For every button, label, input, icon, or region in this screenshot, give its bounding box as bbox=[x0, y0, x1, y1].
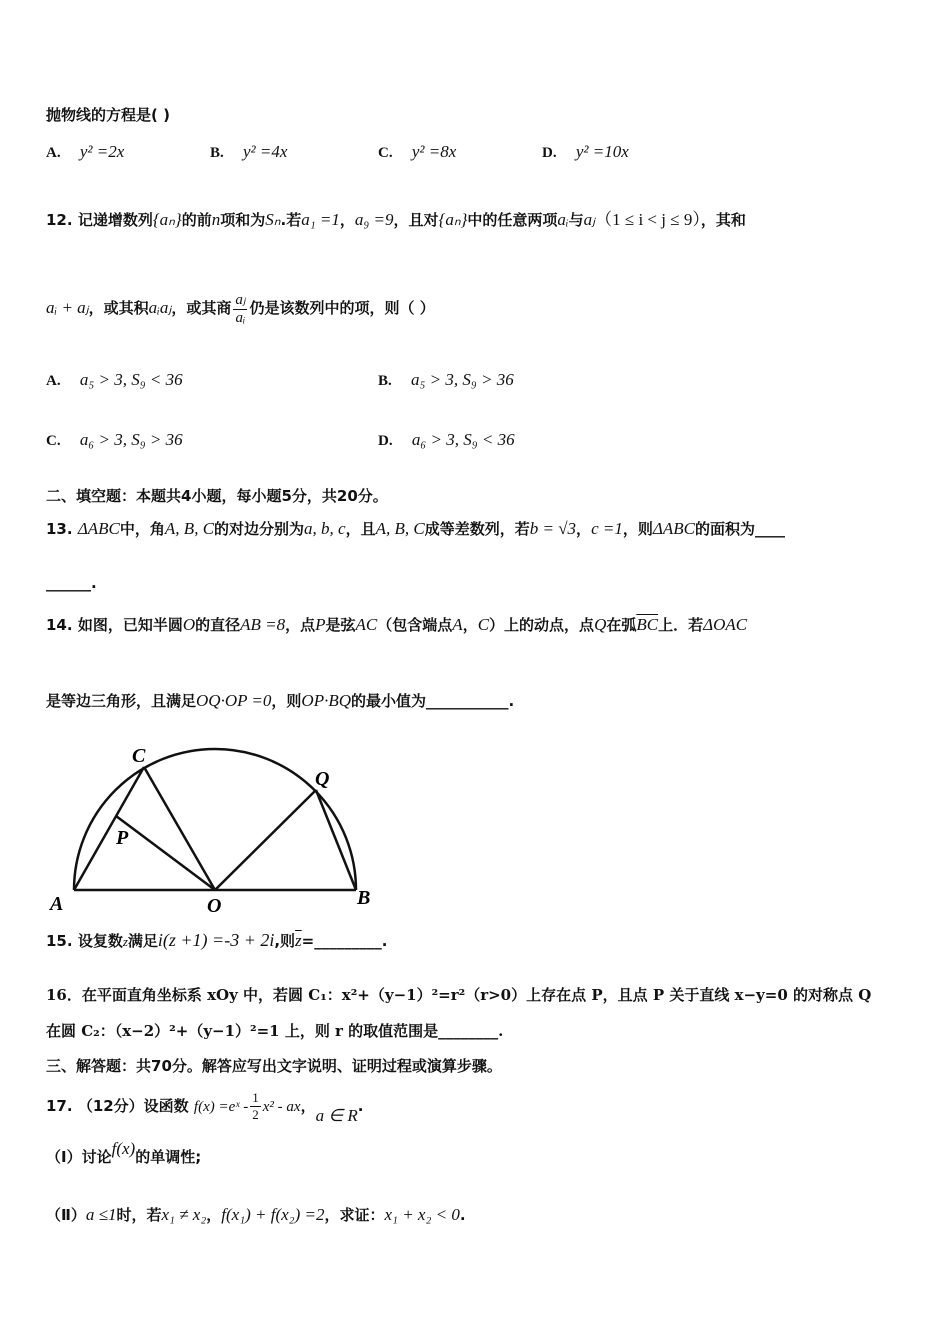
semicircle-figure bbox=[44, 744, 384, 912]
q13-answer-blank[interactable]: ______. bbox=[46, 574, 97, 592]
q12-stem-line2: aᵢ + aⱼ，或其积aᵢaⱼ，或其商 $\frac{\text{aⱼ}}{\text{aᵢ}}$ 仍是该数列中的项，则（ ） bbox=[46, 292, 435, 326]
q13-stem: 13. ΔABC中，角A, B, C的对边分别为a, b, c，且A, B, C成等差数列，若b = √3，c =1，则ΔABC的面积为____ bbox=[46, 519, 785, 538]
label-c: C bbox=[132, 745, 146, 767]
q16-stem-line1: 16．在平面直角坐标系 xOy 中，若圆 C₁：x²+（y−1）²=r²（r>0）上存在点 P，且点 P 关于直线 x−y=0 的对称点 Q bbox=[46, 986, 872, 1004]
q11-option-d[interactable]: D. y² =10x bbox=[542, 142, 629, 161]
q12-option-a[interactable]: A. a₅ > 3, S₉ < 36 bbox=[46, 370, 183, 389]
q11-stem-tail: 抛物线的方程是( ) bbox=[46, 106, 170, 124]
quotient-fraction: $\frac{\text{aⱼ}}{\text{aᵢ}}$ bbox=[235, 292, 246, 326]
q12-option-c[interactable]: C. a₆ > 3, S₉ > 36 bbox=[46, 430, 183, 449]
q11-option-a[interactable]: A. y² =2x bbox=[46, 142, 125, 161]
label-p: P bbox=[116, 827, 129, 849]
q12-stem-line1: 12. 记递增数列{aₙ}的前n项和为Sₙ.若a₁ =1，a₉ =9，且对{aₙ}中的任意两项aᵢ与aⱼ（1 ≤ i < j ≤ 9），其和 bbox=[46, 210, 746, 229]
label-b: B bbox=[357, 887, 371, 909]
label-a: A bbox=[50, 893, 64, 912]
q14-stem-line2: 是等边三角形，且满足OQ·OP =0，则OP·BQ的最小值为___________. bbox=[46, 691, 515, 710]
q15-stem: 15. 设复数z满足i(z +1) =-3 + 2i,则$\overline{z}=\_\_\_\_\_\_\_\_\_$. bbox=[46, 930, 388, 950]
semicircle-arc bbox=[74, 749, 356, 890]
q12-option-d[interactable]: D. a₆ > 3, S₉ < 36 bbox=[378, 430, 515, 449]
q17-part2: （Ⅱ）a ≤1时，若x₁ ≠ x₂，f(x₁) + f(x₂) =2，求证：x₁ + x₂ < 0. bbox=[46, 1205, 466, 1224]
section-fill-in-heading: 二、填空题：本题共4小题，每小题5分，共20分。 bbox=[46, 487, 388, 505]
segment-oq bbox=[215, 790, 316, 890]
segment-qb bbox=[316, 790, 356, 890]
half-fraction: $\frac{1}{2}$ bbox=[252, 1090, 259, 1122]
label-o: O bbox=[207, 895, 222, 912]
label-q: Q bbox=[315, 768, 330, 790]
segment-po bbox=[116, 816, 215, 890]
q17-part1: （Ⅰ）讨论f(x)的单调性; bbox=[46, 1139, 202, 1166]
section-solutions-heading: 三、解答题：共70分。解答应写出文字说明、证明过程或演算步骤。 bbox=[46, 1057, 502, 1075]
q14-stem-line1: 14. 如图，已知半圆O的直径AB =8，点P是弦AC（包含端点A，C）上的动点，点Q在弧$\overline{BC}$上．若ΔOAC bbox=[46, 615, 748, 634]
q17-stem: 17. （12分）设函数 f(x) =eˣ - $\frac{1}{2}$ x² - ax，a ∈ R. bbox=[46, 1090, 364, 1125]
q11-option-c[interactable]: C. y² =8x bbox=[378, 142, 457, 161]
q16-stem-line2: 在圆 C₂：（x−2）²+（y−1）²=1 上，则 r 的取值范围是________. bbox=[46, 1022, 504, 1040]
segment-co bbox=[144, 767, 215, 890]
q11-option-b[interactable]: B. y² =4x bbox=[210, 142, 288, 161]
q12-option-b[interactable]: B. a₅ > 3, S₉ > 36 bbox=[378, 370, 514, 389]
